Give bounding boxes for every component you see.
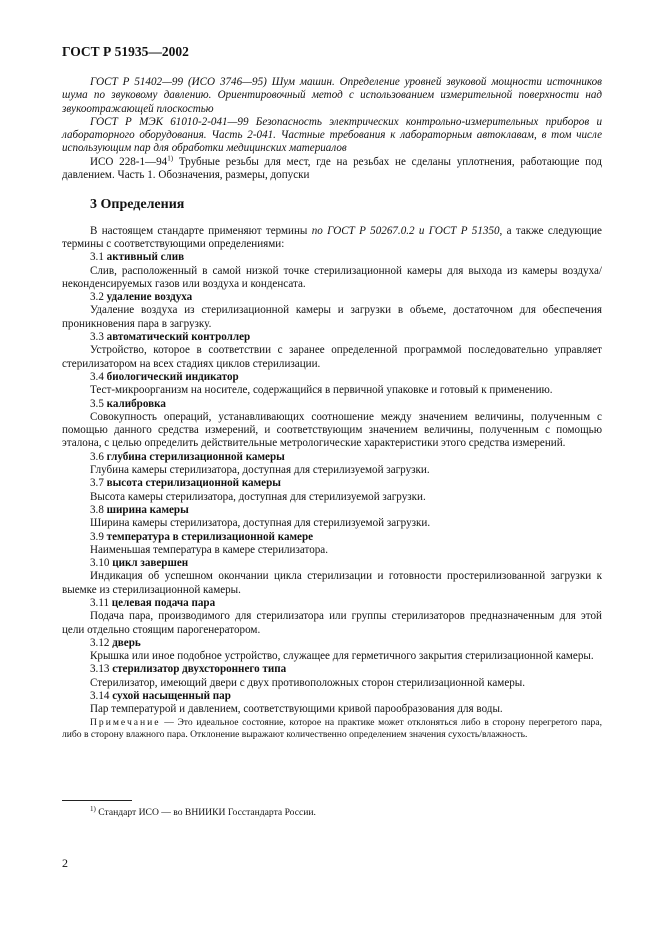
term-definition: Слив, расположенный в самой низкой точке стерилизационной камеры для выхода из камеры воздуха/неконденсируемых газов или воздуха и конденсата. [62, 264, 602, 290]
term-number: 3.6 [90, 450, 107, 463]
term-number: 3.8 [90, 503, 107, 516]
term-definition: Удаление воздуха из стерилизационной камеры и загрузки в объеме, достаточном для обеспечения проникновения пара в загрузку. [62, 304, 602, 330]
term-number: 3.5 [90, 397, 107, 410]
term-name: активный слив [106, 251, 185, 264]
term-heading [62, 597, 602, 610]
note-label: Примечание [90, 716, 161, 728]
term-number: 3.4 [90, 370, 107, 383]
term-name: автоматический контроллер [106, 331, 251, 344]
term-number: 3.1 [90, 251, 107, 264]
term-heading [62, 398, 602, 411]
term-number: 3.13 [90, 663, 113, 676]
term-heading [62, 291, 602, 304]
term-heading [62, 531, 602, 544]
term-name: сухой насыщенный пар [112, 690, 231, 703]
page-content [62, 76, 602, 741]
term-definition: Ширина камеры стерилизатора, доступная для стерилизуемой загрузки. [90, 517, 431, 530]
term-heading [62, 251, 602, 264]
term-definition: Устройство, которое в соответствии с заранее определенной программой последовательно управляет стерилизатором на всех стадиях циклов стерилизации. [62, 344, 602, 370]
term-number: 3.9 [90, 530, 107, 543]
term-number: 3.12 [90, 636, 113, 649]
term-heading [62, 477, 602, 490]
footnote-mark: 1) [167, 154, 174, 163]
term-heading [62, 663, 602, 676]
term-definition: Тест-микроорганизм на носителе, содержащийся в первичной упаковке и готовый к применению. [90, 384, 553, 397]
reference-iso-228: ИСО 228-1—94$^{1)}$ Трубные резьбы для мест, где на резьбах не сделаны уплотнения, работающие под давлением. Часть 1. Обозначения, размеры, допуски [62, 154, 602, 182]
term-heading [62, 557, 602, 570]
term-heading [62, 331, 602, 344]
term-definition: Крышка или иное подобное устройство, служащее для герметичного закрытия стерилизационной камеры. [90, 650, 594, 663]
term-number: 3.2 [90, 291, 107, 304]
term-name: глубина стерилизационной камеры [106, 450, 285, 463]
reference-gost-mek-61010: ГОСТ Р МЭК 61010-2-041—99 Безопасность электрических контрольно-измерительных приборов и лабораторного оборудования. Часть 2-041. Частные требования к лабораторным автоклавам, в том числе использующим пар для обработки медицинских материалов [62, 115, 602, 155]
term-definition: Наименьшая температура в камере стерилизатора. [90, 543, 328, 556]
term-heading [62, 637, 602, 650]
term-number: 3.7 [90, 477, 107, 490]
term-heading [62, 504, 602, 517]
term-name: удаление воздуха [106, 291, 193, 304]
term-name: биологический индикатор [106, 370, 239, 383]
term-name: высота стерилизационной камеры [106, 477, 281, 490]
term-number: 3.10 [90, 557, 113, 570]
term-heading [62, 451, 602, 464]
note: Примечание — Это идеальное состояние, которое на практике может отклоняться либо в сторону перегретого пара, либо в сторону влажного пара. Отклонение выражают количественно определением значения сухость/влажность. [62, 716, 602, 740]
term-definition: Высота камеры стерилизатора, доступная для стерилизуемой загрузки. [90, 490, 426, 503]
definitions-list [62, 251, 602, 716]
term-name: целевая подача пара [111, 596, 216, 609]
term-definition: Пар температурой и давлением, соответствующими кривой парообразования для воды. [90, 703, 503, 716]
term-name: стерилизатор двухстороннего типа [112, 663, 287, 676]
term-definition: Совокупность операций, устанавливающих соотношение между значением величины, полученным с помощью данного средства измерений, и соответствующим значением величины, полученным с помощью эталона, с целью определить действительные метрологические характеристики этого средства измерений. [62, 410, 602, 450]
term-definition: Индикация об успешном окончании цикла стерилизации и готовности простерилизованной загрузки к выемке из стерилизационной камеры. [62, 570, 602, 596]
document-header: ГОСТ Р 51935—2002 [62, 44, 189, 59]
footnote: $^{1)}$ Стандарт ИСО — во ВНИИКИ Госстандарта России. [90, 804, 316, 818]
footnote-rule [62, 800, 132, 801]
section-title: 3 Определения [90, 197, 185, 213]
term-definition: Подача пара, производимого для стерилизатора или группы стерилизаторов предназначенным для этой цели отдельно стоящим парогенератором. [62, 610, 602, 636]
term-name: ширина камеры [106, 503, 189, 516]
reference-gost-51402: ГОСТ Р 51402—99 (ИСО 3746—95) Шум машин. Определение уровней звуковой мощности источников шума по звуковому давлению. Ориентировочный метод с использованием измерительной поверхности над звукоотражающей плоскостью [62, 76, 602, 115]
term-name: температура в стерилизационной камере [106, 530, 314, 543]
term-name: калибровка [106, 397, 166, 410]
term-definition: Глубина камеры стерилизатора, доступная для стерилизуемой загрузки. [90, 464, 430, 477]
section-intro: В настоящем стандарте применяют термины по ГОСТ Р 50267.0.2 и ГОСТ Р 51350, а также следующие термины с соответствующими определениями: [62, 224, 602, 250]
term-number: 3.11 [90, 596, 112, 609]
term-number: 3.14 [90, 690, 113, 703]
term-heading [62, 371, 602, 384]
term-name: дверь [112, 636, 141, 649]
term-number: 3.3 [90, 331, 107, 344]
page-number: 2 [62, 856, 68, 870]
term-name: цикл завершен [112, 557, 189, 570]
term-definition: Стерилизатор, имеющий двери с двух противоположных сторон стерилизационной камеры. [90, 676, 526, 689]
term-heading [62, 690, 602, 703]
